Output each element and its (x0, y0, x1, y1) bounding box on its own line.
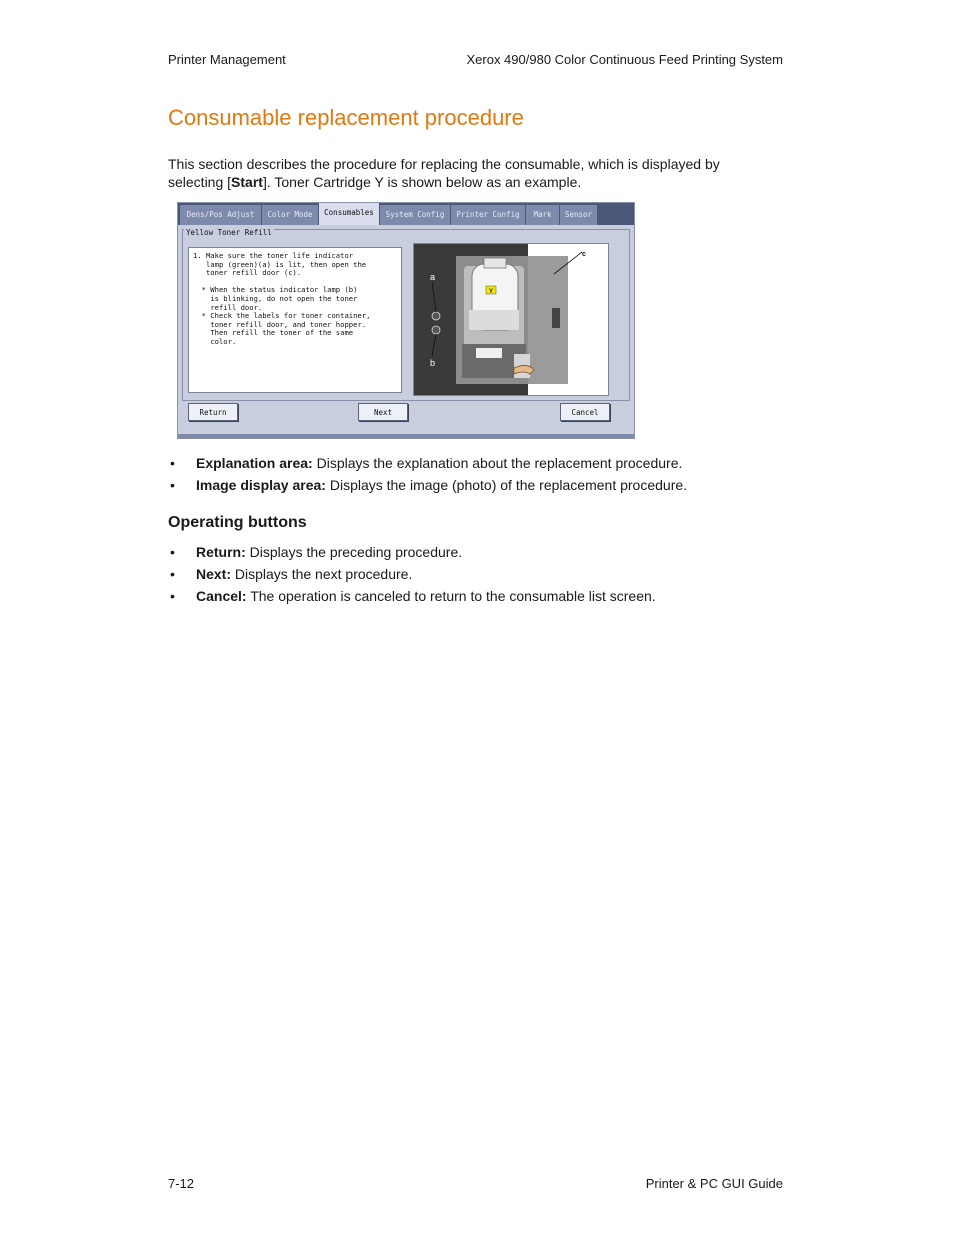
tab-bar (178, 203, 634, 225)
running-header-right: Xerox 490/980 Color Continuous Feed Printing System (466, 52, 783, 67)
tab-system-config[interactable]: System Config (380, 205, 451, 225)
consumable-screen-screenshot (177, 202, 635, 439)
tab-color-mode[interactable]: Color Mode (262, 205, 319, 225)
tab-sensor[interactable]: Sensor (560, 205, 598, 225)
screen-bottom-bar (178, 434, 634, 438)
label-a: a (430, 272, 436, 282)
bullet-term: Explanation area: (196, 455, 313, 471)
intro-start-keyword: Start (231, 174, 263, 190)
intro-text-start: This section describes the procedure for replacing the consumable, which is displayed by selecting [ (168, 156, 720, 190)
bullet-text: Displays the image (photo) of the replacement procedure. (325, 477, 688, 493)
area-bullet-list (168, 454, 687, 498)
label-c: c (582, 251, 586, 258)
toner-refill-illustration (414, 244, 608, 395)
list-item (168, 454, 687, 472)
next-button[interactable]: Next (358, 403, 408, 421)
image-display-area (413, 243, 609, 396)
explanation-text: 1. Make sure the toner life indicator lamp (green)(a) is lit, then open the toner refill door (c). * When the status indicator lamp (b) is blinking, do not open the toner refill door. * Check the labels for toner container, toner refill door, and toner hopper. Then refill the toner of the same color. (193, 251, 371, 346)
tab-consumables[interactable]: Consumables (319, 203, 380, 225)
list-item (168, 543, 656, 561)
tab-dens-pos-adjust[interactable]: Dens/Pos Adjust (180, 205, 262, 225)
label-b: b (430, 358, 436, 368)
intro-text-end: ]. Toner Cartridge Y is shown below as an example. (262, 174, 582, 190)
running-header-left: Printer Management (168, 52, 286, 67)
cancel-button[interactable]: Cancel (560, 403, 610, 421)
tab-mark[interactable]: Mark (526, 205, 560, 225)
list-item (168, 476, 687, 494)
explanation-area (188, 247, 402, 393)
section-title: Consumable replacement procedure (168, 105, 524, 130)
bullet-term: Cancel: (196, 588, 247, 604)
bullet-text: Displays the preceding procedure. (245, 544, 463, 560)
page-number: 7-12 (168, 1176, 195, 1191)
bullet-term: Return: (196, 544, 246, 560)
intro-paragraph (168, 155, 768, 191)
bullet-text: Displays the next procedure. (231, 566, 413, 582)
tab-printer-config[interactable]: Printer Config (451, 205, 526, 225)
return-button[interactable]: Return (188, 403, 238, 421)
operating-buttons-heading: Operating buttons (168, 514, 307, 531)
list-item (168, 587, 656, 605)
bullet-text: Displays the explanation about the replacement procedure. (312, 455, 683, 471)
bullet-text: The operation is canceled to return to the consumable list screen. (246, 588, 656, 604)
bullet-term: Next: (196, 566, 232, 582)
button-bullet-list (168, 543, 656, 609)
running-footer-right: Printer & PC GUI Guide (645, 1176, 783, 1191)
panel-title: Yellow Toner Refill (186, 228, 272, 237)
bullet-term: Image display area: (196, 477, 326, 493)
yellow-label: Y (488, 289, 494, 295)
list-item (168, 565, 656, 583)
